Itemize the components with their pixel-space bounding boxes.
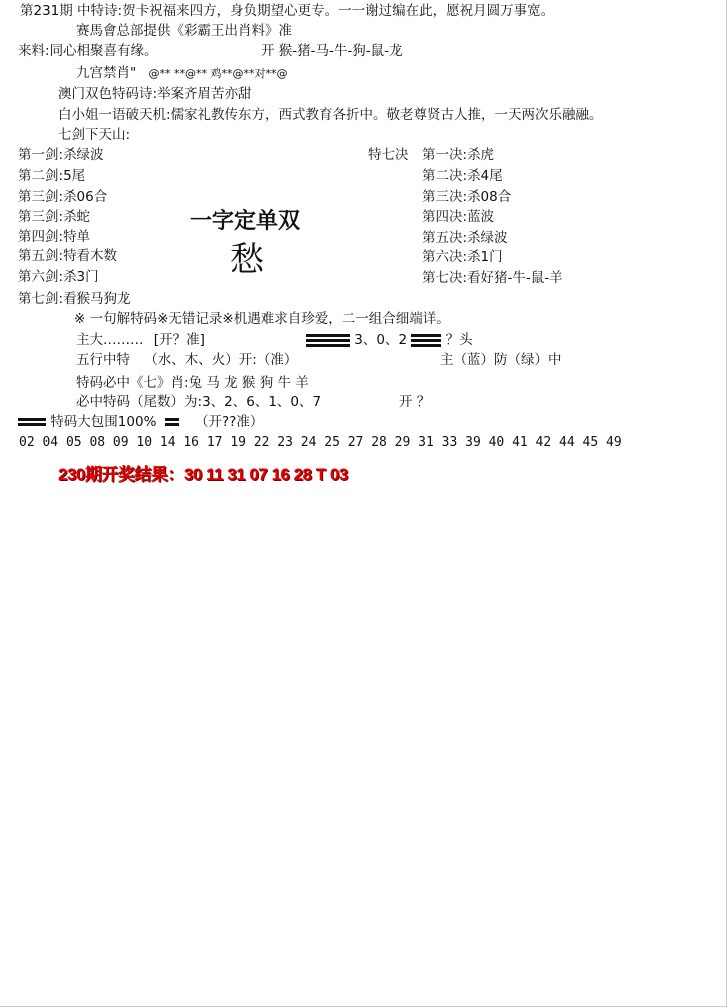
draw-result: 230期开奖结果：30 11 31 07 16 28 T 03: [58, 465, 348, 484]
sword-label: 第六剑:: [18, 269, 64, 285]
macau-row: [58, 85, 252, 103]
kai-animals: 猴-猪-马-牛-狗-鼠-龙: [278, 43, 403, 59]
tip-value: 蓝波: [467, 209, 495, 225]
tip-label: 第五决:: [422, 230, 468, 246]
triple-bar-icon: [306, 332, 350, 349]
baowei-row: [18, 413, 263, 431]
wuxing-right: 主（蓝）防（绿）中: [440, 352, 562, 368]
sword-label: 第二剑:: [18, 168, 64, 184]
tip-label: 第三决:: [422, 189, 468, 205]
tip-label: 第七决:: [422, 270, 468, 286]
sword-value: 5尾: [63, 168, 86, 184]
sword-value: 杀06合: [63, 189, 108, 205]
sword-label: 第五剑:: [18, 248, 64, 264]
center-title: 一字定单双: [190, 208, 301, 234]
zhuda-right-tail: ？头: [445, 332, 473, 348]
tip-value: 杀绿波: [467, 230, 508, 246]
tip-value: 杀08合: [467, 189, 512, 205]
sword-label: 第四剑:: [18, 229, 64, 245]
sword-row: [18, 247, 117, 265]
tip-row: [422, 229, 508, 247]
sword-label: 第一剑:: [18, 147, 64, 163]
baowei-label: 特码大包围100%: [50, 414, 157, 430]
sword-label: 第七剑:: [18, 291, 64, 307]
jiugong-code: @** **@** 鸡**@**对**@: [148, 67, 288, 80]
tip-row: [422, 269, 563, 287]
qijian-title: 七剑下天山:: [58, 127, 131, 143]
zhuda-right: [306, 331, 473, 349]
tip-row: [422, 208, 494, 226]
tip-row: [422, 167, 503, 185]
wuxing-values: （水、木、火）开:（准）: [144, 352, 298, 368]
double-bar-icon: [165, 416, 179, 428]
sword-value: 特单: [63, 229, 91, 245]
bizhong-row: [76, 374, 309, 392]
bizhong-label: 特码必中《七》肖:: [76, 375, 189, 391]
tip-row: [422, 146, 494, 164]
sword-label: 第三剑:: [18, 209, 64, 225]
bai-label: 白小姐一语破天机:: [58, 107, 171, 123]
tip-row: [422, 248, 503, 266]
tips-title: 特七决: [368, 147, 409, 163]
baowei-bracket: （开??准）: [195, 414, 264, 430]
weishu-values: 3、2、6、1、0、7: [202, 394, 322, 410]
laiyu-label: 来料:: [18, 43, 50, 59]
laiyu-row: [18, 42, 158, 60]
sword-value: 杀蛇: [63, 209, 91, 225]
macau-text: 举案齐眉苦亦甜: [157, 86, 252, 102]
sword-row: [18, 290, 131, 308]
zhuda-row: [76, 331, 205, 349]
sword-value: 杀绿波: [63, 147, 104, 163]
sword-label: 第三剑:: [18, 189, 64, 205]
tip-row: [422, 188, 511, 206]
wuxing-row: [76, 351, 297, 369]
tip-label: 第二决:: [422, 168, 468, 184]
wuxing-label: 五行中特: [76, 352, 130, 368]
weishu-row: [76, 393, 321, 411]
sword-row: [18, 167, 85, 185]
tip-value: 杀1门: [467, 249, 503, 265]
sword-row: [18, 228, 90, 246]
tip-value: 杀4尾: [467, 168, 503, 184]
sword-row: [18, 146, 104, 164]
bai-text: 儒家礼教传东方，西式教育各折中。敬老尊贤古人推，一天两次乐融融。: [170, 107, 603, 123]
weishu-label: 必中特码（尾数）为:: [76, 394, 203, 410]
zhuda-bracket: [开？准]: [153, 332, 205, 348]
tip-value: 杀虎: [467, 147, 495, 163]
macau-label: 澳门双色特码诗:: [58, 86, 158, 102]
zhuda-label: 主大………: [76, 332, 144, 348]
laiyu-text: 同心相聚喜有缘。: [49, 43, 158, 59]
tip-label: 第六决:: [422, 249, 468, 265]
weishu-kai: 开 ？: [399, 394, 431, 410]
center-char: 愁: [230, 240, 264, 280]
jiugong-label: 九宫禁肖": [76, 65, 137, 81]
riddle-line: ※ 一句解特码※无错记录※机遇难求自珍爱，二一组合细端详。: [74, 311, 450, 327]
kai-row: [261, 42, 403, 60]
sword-value: 特看木数: [63, 248, 118, 264]
zhuda-right-nums: 3、0、2: [354, 332, 408, 348]
sword-row: [18, 188, 107, 206]
double-bar-icon: [18, 416, 46, 428]
jiugong-row: [76, 64, 288, 83]
sword-row: [18, 268, 99, 286]
sword-value: 杀3门: [63, 269, 99, 285]
provider-line: 赛馬會总部提供《彩霸王出肖料》准: [76, 23, 292, 39]
sword-row: [18, 208, 90, 226]
kai-label: 开: [261, 43, 275, 59]
tip-label: 第四决:: [422, 209, 468, 225]
tip-value: 看好猪-牛-鼠-羊: [467, 270, 563, 286]
poem-line: 第231期 中特诗:贺卡祝福来四方，身负期望心更专。一一谢过编在此，愿祝月圆万事宽。: [20, 3, 555, 19]
bai-row: [58, 106, 603, 124]
bizhong-animals: 兔 马 龙 猴 狗 牛 羊: [188, 375, 309, 391]
tip-label: 第一决:: [422, 147, 468, 163]
sword-value: 看猴马狗龙: [63, 291, 131, 307]
number-list: 02 04 05 08 09 10 14 16 17 19 22 23 24 25 27 28 29 31 33 39 40 41 42 44 45 49: [19, 435, 622, 450]
triple-bar-icon: [411, 332, 441, 349]
